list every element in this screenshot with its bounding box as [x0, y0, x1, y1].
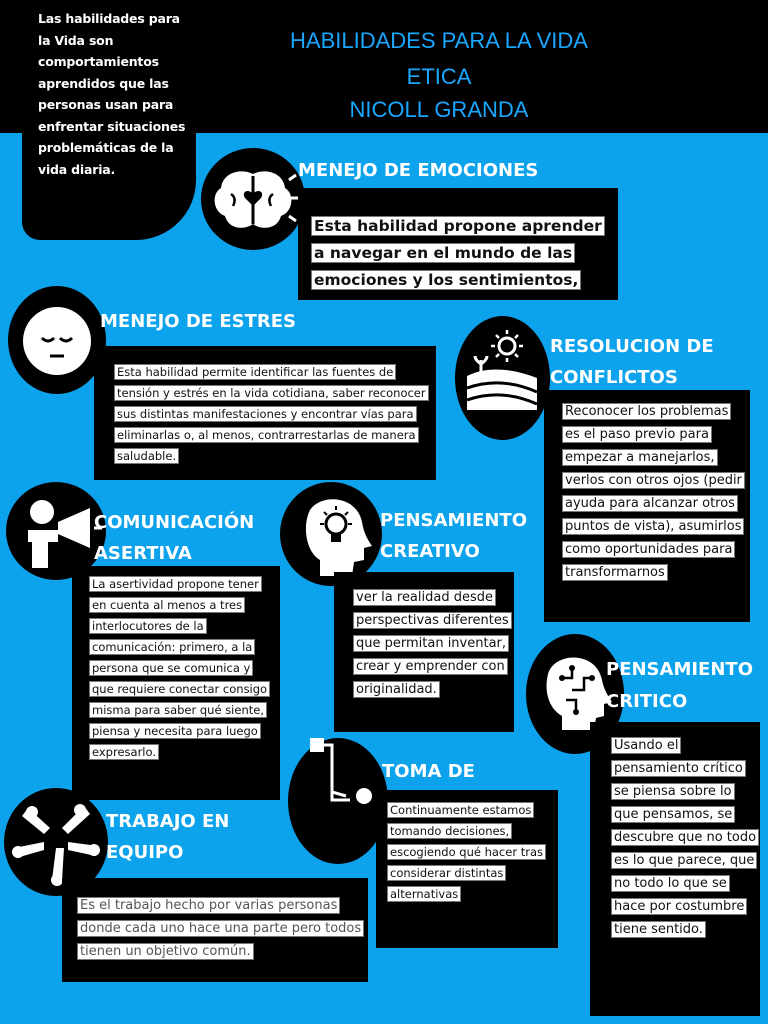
page-title: HABILIDADES PARA LA VIDA — [290, 28, 588, 53]
decisiones-heading: TOMA DE — [382, 761, 475, 782]
equipo-heading-1: TRABAJO EN — [106, 811, 230, 832]
intro-text: Las habilidades para la Vida son comportamientos aprendidos que las personas usan para enfrentar situaciones problemáticas de la vida diaria. — [38, 11, 186, 177]
estres-text: Esta habilidad permite identificar las fuentes de tensión y estrés en la vida cotidiana, saber reconocer sus distintas manifestaciones y encontrar vías para eliminarlas o, al menos, contrarrestarlas de manera saludable. — [117, 365, 426, 463]
page-author: NICOLL GRANDA — [349, 97, 529, 122]
critico-text: Usando el pensamiento crítico se piensa sobre lo que pensamos, se descubre que no todo es lo que parece, que no todo lo que se hace por costumbre tiene sentido. — [614, 738, 757, 937]
creativo-heading-2: CREATIVO — [380, 541, 480, 562]
conflictos-badge — [455, 316, 550, 440]
equipo-heading-2: EQUIPO — [106, 842, 184, 863]
decision-path-icon — [288, 738, 388, 864]
comunicacion-heading-2: ASERTIVA — [94, 543, 192, 564]
calm-face-icon — [8, 286, 106, 394]
comunicacion-text: La asertividad propone tener en cuenta al menos a tres interlocutores de la comunicación: primero, a la persona que se comunica y que requiere conectar consigo misma para saber qué siente, piensa y necesita para luego expresarlo. — [92, 577, 268, 759]
comunicacion-heading-1: COMUNICACIÓN — [94, 512, 255, 533]
emociones-text: Esta habilidad propone aprender a navegar en el mundo de las emociones y los sentimientos, — [314, 217, 602, 289]
decisiones-badge — [288, 738, 388, 864]
conflictos-heading-1: RESOLUCION DE — [550, 336, 714, 357]
creativo-text: ver la realidad desde perspectivas diferentes que permitan inventar, crear y emprender con originalidad. — [356, 590, 509, 697]
page-subtitle-subject: ETICA — [406, 64, 472, 89]
equipo-text: Es el trabajo hecho por varias personas donde cada uno hace una parte pero todos tienen un objetivo común. — [80, 898, 362, 959]
emociones-heading: MENEJO DE EMOCIONES — [298, 160, 539, 181]
landscape-sun-icon — [455, 316, 550, 440]
head-lightbulb-icon — [280, 482, 382, 586]
creativo-badge — [280, 482, 382, 586]
decisiones-text: Continuamente estamos tomando decisiones, escogiendo qué hacer tras considerar distintas alternativas — [390, 803, 543, 901]
emociones-badge — [201, 148, 305, 250]
critico-heading-1: PENSAMIENTO — [606, 659, 753, 680]
critico-heading-2: CRITICO — [606, 691, 688, 712]
brain-heart-icon — [201, 148, 305, 250]
estres-heading: MENEJO DE ESTRES — [100, 311, 296, 332]
conflictos-heading-2: CONFLICTOS — [550, 367, 678, 388]
estres-badge — [8, 286, 106, 394]
conflictos-text: Reconocer los problemas es el paso previo para empezar a manejarlos, verlos con otros ojos (pedir ayuda para alcanzar otros puntos de vista), asumirlos como oportunidades para transformarnos — [565, 404, 742, 580]
creativo-heading-1: PENSAMIENTO — [380, 510, 527, 531]
